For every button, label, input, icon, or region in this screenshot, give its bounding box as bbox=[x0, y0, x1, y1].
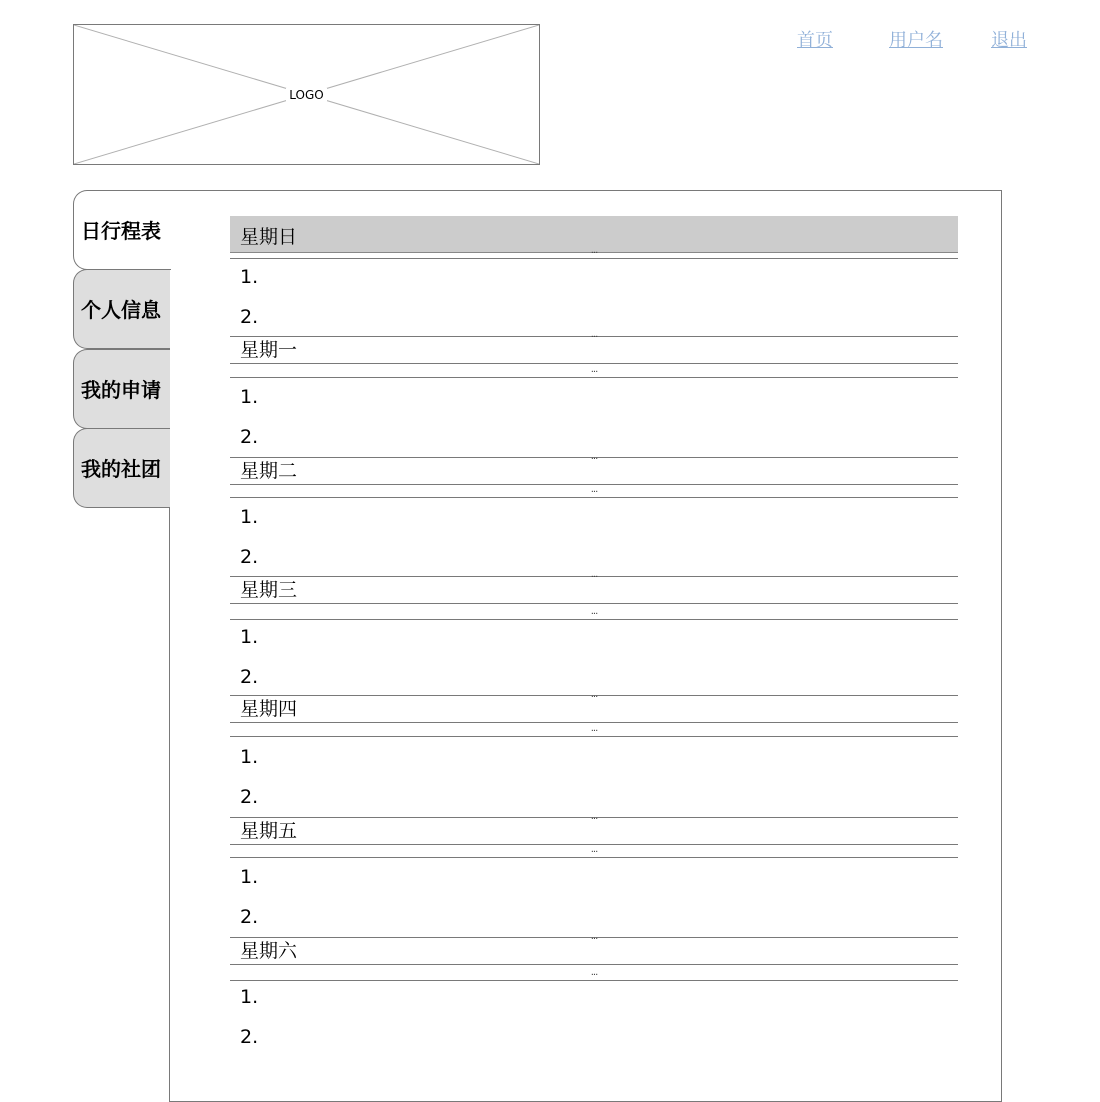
day-title: 星期三 bbox=[240, 579, 298, 601]
tab-schedule[interactable] bbox=[73, 190, 171, 270]
day-title: 星期四 bbox=[240, 698, 298, 720]
resize-handle-icon[interactable]: ··· bbox=[590, 572, 598, 583]
schedule-item: 1. bbox=[240, 506, 259, 528]
nav-username-link[interactable]: 用户名 bbox=[889, 30, 943, 51]
resize-handle-icon[interactable]: ··· bbox=[590, 970, 598, 981]
schedule-item: 2. bbox=[240, 906, 259, 928]
resize-handle-icon[interactable]: ··· bbox=[590, 726, 598, 737]
schedule-item: 2. bbox=[240, 426, 259, 448]
tab-label: 我的社团 bbox=[81, 457, 161, 481]
schedule-panel bbox=[169, 190, 1002, 1102]
schedule-item: 1. bbox=[240, 746, 259, 768]
schedule-item: 1. bbox=[240, 386, 259, 408]
resize-handle-icon[interactable]: ··· bbox=[590, 814, 598, 825]
resize-handle-icon[interactable]: ··· bbox=[590, 934, 598, 945]
nav-home-link[interactable]: 首页 bbox=[797, 30, 833, 51]
logo-text: LOGO bbox=[286, 88, 326, 102]
resize-handle-icon[interactable]: ··· bbox=[590, 847, 598, 858]
schedule-item: 1. bbox=[240, 986, 259, 1008]
resize-handle-icon[interactable]: ··· bbox=[590, 609, 598, 620]
resize-handle-icon[interactable]: ··· bbox=[590, 367, 598, 378]
schedule-item: 1. bbox=[240, 266, 259, 288]
schedule-item: 2. bbox=[240, 546, 259, 568]
tab-label: 个人信息 bbox=[81, 298, 161, 322]
schedule-item: 1. bbox=[240, 866, 259, 888]
schedule-item: 2. bbox=[240, 306, 259, 328]
tab-profile[interactable] bbox=[73, 269, 170, 349]
schedule-item: 2. bbox=[240, 1026, 259, 1048]
schedule-item: 2. bbox=[240, 666, 259, 688]
nav-logout-link[interactable]: 退出 bbox=[991, 30, 1027, 51]
day-title: 星期五 bbox=[240, 820, 298, 842]
tab-applications[interactable] bbox=[73, 349, 170, 429]
logo-placeholder bbox=[73, 24, 540, 165]
schedule-item: 1. bbox=[240, 626, 259, 648]
tab-label: 我的申请 bbox=[81, 378, 161, 402]
resize-handle-icon[interactable]: ··· bbox=[590, 692, 598, 703]
tab-clubs[interactable] bbox=[73, 428, 170, 508]
schedule-item: 2. bbox=[240, 786, 259, 808]
day-title: 星期六 bbox=[240, 940, 298, 962]
resize-handle-icon[interactable]: ··· bbox=[590, 454, 598, 465]
tab-label: 日行程表 bbox=[81, 219, 161, 243]
day-title: 星期日 bbox=[240, 226, 298, 248]
resize-handle-icon[interactable]: ··· bbox=[590, 248, 598, 259]
resize-handle-icon[interactable]: ··· bbox=[590, 487, 598, 498]
day-title: 星期二 bbox=[240, 460, 298, 482]
day-title: 星期一 bbox=[240, 339, 298, 361]
resize-handle-icon[interactable]: ··· bbox=[590, 332, 598, 343]
